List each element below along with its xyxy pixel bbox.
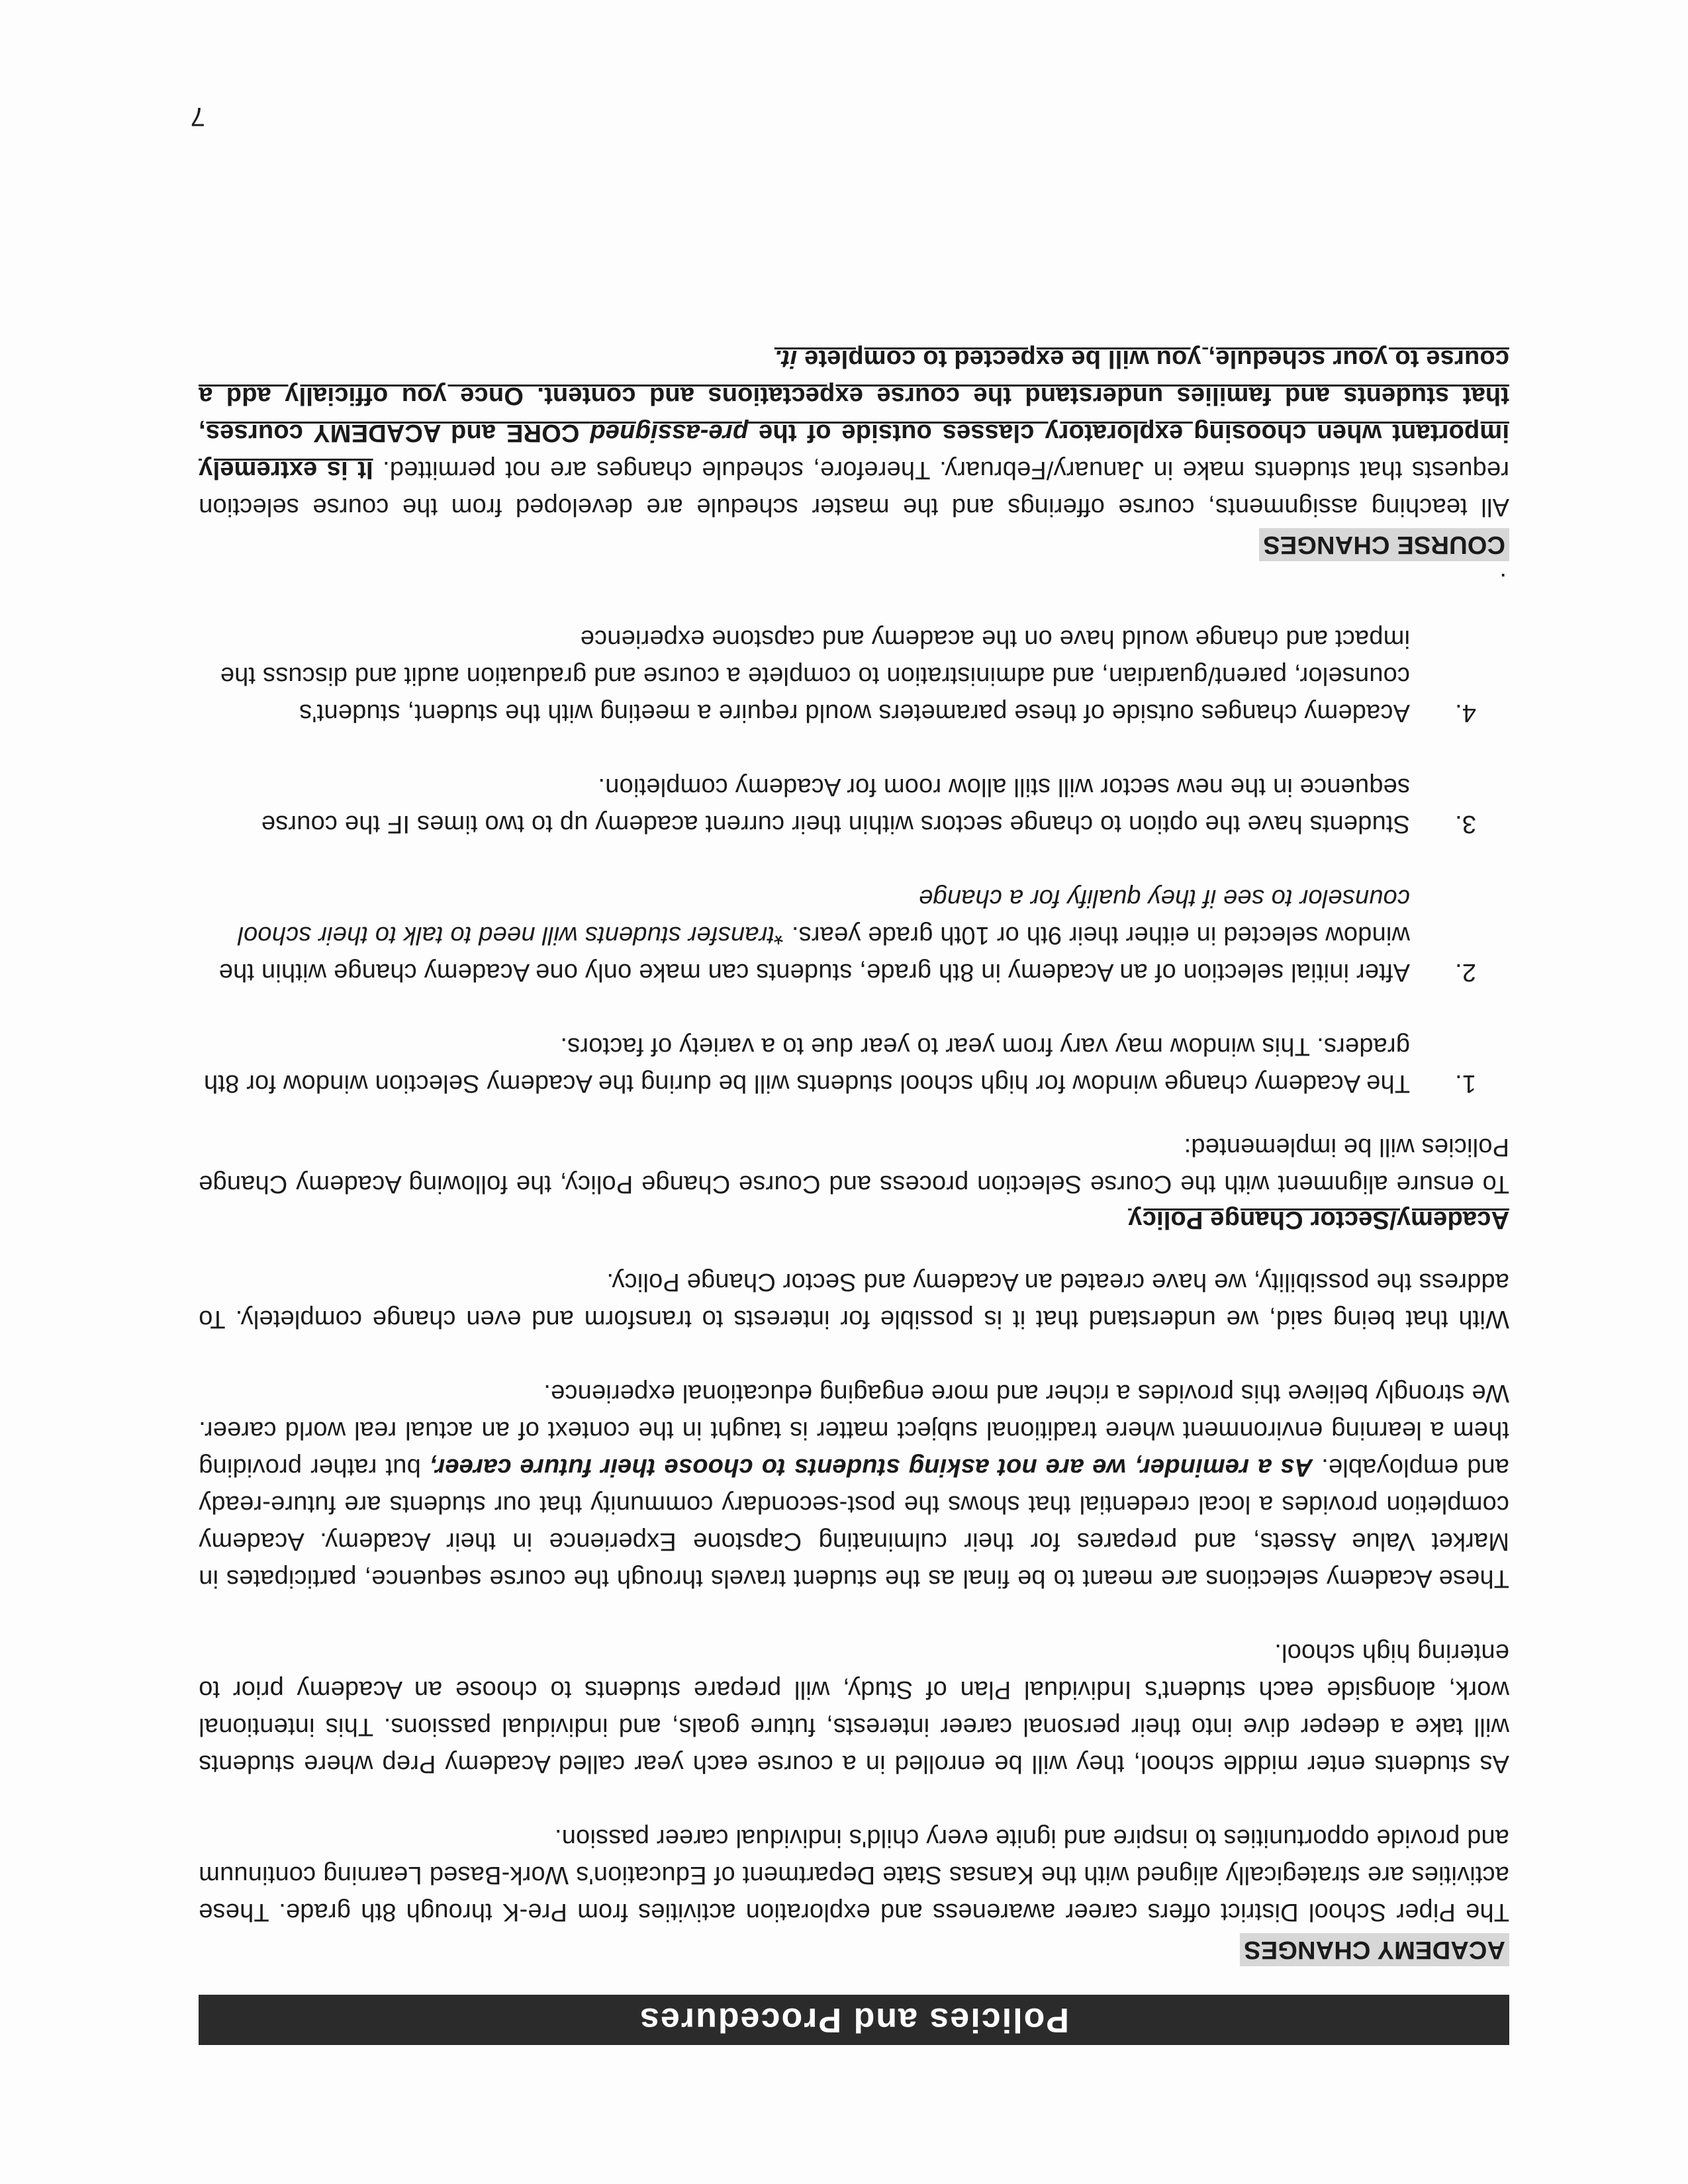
page-banner <box>199 1995 1509 2045</box>
course-changes-emphasis-a: It is extremely important when choosing exploratory classes outside of the <box>199 419 1509 484</box>
page-number: 7 <box>190 102 205 131</box>
policy-item-number: 2. <box>1454 958 1476 986</box>
stray-mark: . <box>1499 568 1507 596</box>
policy-item-text: The Academy change window for high school students will be during the Academy Selection window for 8th graders. This window may vary from year to year due to a variety of factors. <box>203 1032 1410 1097</box>
academy-changes-paragraph-4: With that being said, we understand that it is possible for interests to transform and even change completely. To address the possibility, we have created an Academy and Sector Change Policy. <box>199 1268 1509 1333</box>
course-changes-emphasis-end: it. <box>774 345 798 373</box>
course-changes-paragraph <box>199 340 1509 525</box>
policy-item-4 <box>199 620 1509 731</box>
paragraph-3-emphasis: As a reminder, we are not asking students to choose their future career, <box>429 1453 1313 1481</box>
paragraph-3-text-a: These Academy selections are meant to be final as the student travels through the course sequence, participates in Market Value Assets, and prepares for their culminating Capstone Experience in their Academy. Academy completion provides a local credential that shows the post-secondary community that our students are future-ready and employable. <box>199 1453 1509 1592</box>
academy-changes-section <box>199 1263 1509 1968</box>
policy-item-number: 4. <box>1454 699 1476 727</box>
policy-item-note: *transfer students will need to talk to their school counselor to see if they qualify for a change <box>238 884 1410 949</box>
academy-changes-paragraph-2: As students enter middle school, they will be enrolled in a course each year called Academy Prep where students will take a deeper dive into their personal career interests, future goals, and individual passions. This intentional work, alongside each student's Individual Plan of Study, will prepare students to choose an Academy prior to entering high school. <box>199 1639 1509 1778</box>
policy-item-text: Students have the option to change sectors within their current academy up to two times IF the course sequence in the new sector will still allow room for Academy completion. <box>261 773 1410 838</box>
policy-item-1 <box>199 1028 1509 1102</box>
sector-change-policy-list <box>199 620 1509 1102</box>
policy-item-number: 1. <box>1454 1069 1476 1097</box>
course-changes-section <box>199 340 1509 563</box>
course-changes-text: All teaching assignments, course offerings and the master schedule are developed from the course selection requests that students make in January/February. Therefore, schedule changes are not permitted. <box>199 456 1509 521</box>
academy-changes-heading: ACADEMY CHANGES <box>1240 1933 1509 1966</box>
sector-change-policy-heading: Academy/Sector Change Policy <box>1128 1206 1509 1234</box>
page-content <box>199 303 1509 2045</box>
policy-item-text: Academy changes outside of these parameters would require a meeting with the student, student's counselor, parent/guardian, and administration to complete a course and graduation audit and discuss the impact and change would have on the academy and capstone experience <box>220 625 1410 727</box>
paragraph-3-text-b: but rather providing them a learning environment where traditional subject matter is taught in the context of an actual real world career. We strongly believe this provides a richer and more engaging educational experience. <box>199 1379 1509 1481</box>
course-changes-emphasis-italic: pre-assigned <box>590 419 749 447</box>
course-changes-emphasis-b: CORE and ACADEMY courses, that students and families understand the course expectations and content. Once you officially add a course to your schedule, you will be expected to complete <box>199 345 1509 447</box>
academy-changes-paragraph-3 <box>199 1375 1509 1597</box>
policy-item-text: After initial selection of an Academy in 8th grade, students can make only one Academy change within the window selected in either their 9th or 10th grade years. <box>218 921 1410 986</box>
academy-changes-paragraph-1: The Piper School District offers career awareness and exploration activities from Pre-K through 8th grade. These activities are strategically aligned with the Kansas State Department of Education's Work-Based Learning continuum and provide opportunities to inspire and ignite every child's individual career passion. <box>199 1824 1509 1926</box>
policy-item-3 <box>199 768 1509 842</box>
sector-change-policy-intro: To ensure alignment with the Course Selection process and Course Change Policy, the following Academy Change Policies will be implemented: <box>199 1133 1509 1198</box>
policy-item-2 <box>199 880 1509 991</box>
banner-title: Policies and Procedures <box>638 2001 1070 2039</box>
policy-item-number: 3. <box>1454 810 1476 838</box>
sector-change-policy-section <box>199 563 1509 1237</box>
course-changes-heading: COURSE CHANGES <box>1259 528 1509 561</box>
